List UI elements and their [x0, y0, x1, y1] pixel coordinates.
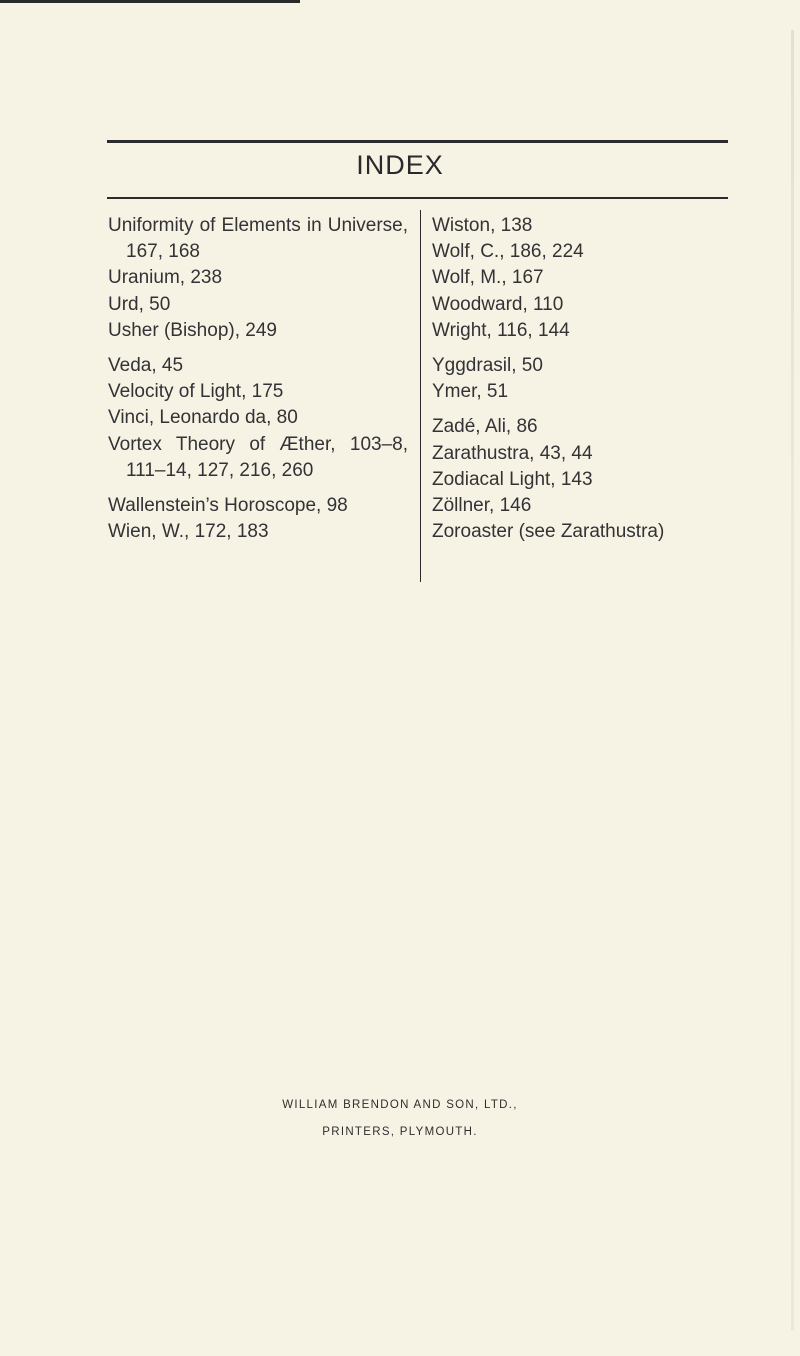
- imprint-line-1: WILLIAM BRENDON AND SON, LTD.,: [282, 1099, 518, 1111]
- page-title: INDEX: [356, 150, 444, 180]
- index-group: [432, 414, 772, 545]
- index-entry: Veda, 45: [108, 355, 184, 377]
- index-entry: Zöllner, 146: [432, 495, 532, 517]
- column-divider: [420, 210, 421, 582]
- title-rule-top: [107, 140, 728, 143]
- index-entry: Usher (Bishop), 249: [108, 319, 277, 341]
- index-entry: Wiston, 138: [432, 215, 533, 236]
- index-group: [108, 353, 408, 484]
- title-rule-bottom: [107, 197, 728, 199]
- index-entry: Uniformity of Elements in Universe, 167, 168: [108, 215, 408, 263]
- index-group: [432, 353, 772, 405]
- index-entry: Wien, W., 172, 183: [108, 521, 269, 543]
- index-entry: Vortex Theory of Æther, 103–8, 111–14, 127, 216, 260: [108, 433, 408, 481]
- index-entry: Zodiacal Light, 143: [432, 468, 593, 490]
- index-entry: Wallenstein’s Horoscope, 98: [108, 495, 348, 517]
- index-column-left: [108, 213, 408, 554]
- index-entry: Velocity of Light, 175: [108, 381, 284, 403]
- printer-imprint: [0, 1092, 800, 1146]
- index-entry: Wolf, C., 186, 224: [432, 241, 584, 263]
- index-entry: Wright, 116, 144: [432, 319, 570, 341]
- index-group: [108, 493, 408, 545]
- index-entry: Wolf, M., 167: [432, 267, 544, 289]
- index-entry: Uranium, 238: [108, 267, 223, 289]
- index-entry: Zoroaster (see Zarathustra): [432, 521, 665, 543]
- index-entry: Zarathustra, 43, 44: [432, 442, 593, 464]
- index-column-right: [432, 213, 772, 554]
- index-entry: Woodward, 110: [432, 293, 564, 315]
- index-entry: Vinci, Leonardo da, 80: [108, 407, 298, 429]
- index-group: [432, 213, 772, 344]
- index-group: [108, 213, 408, 344]
- imprint-line-2: PRINTERS, PLYMOUTH.: [322, 1126, 478, 1138]
- index-entry: Yggdrasil, 50: [432, 355, 543, 377]
- page-top-edge: [0, 0, 300, 3]
- index-entry: Ymer, 51: [432, 381, 509, 403]
- index-entry: Urd, 50: [108, 293, 171, 315]
- index-entry: Zadé, Ali, 86: [432, 416, 538, 438]
